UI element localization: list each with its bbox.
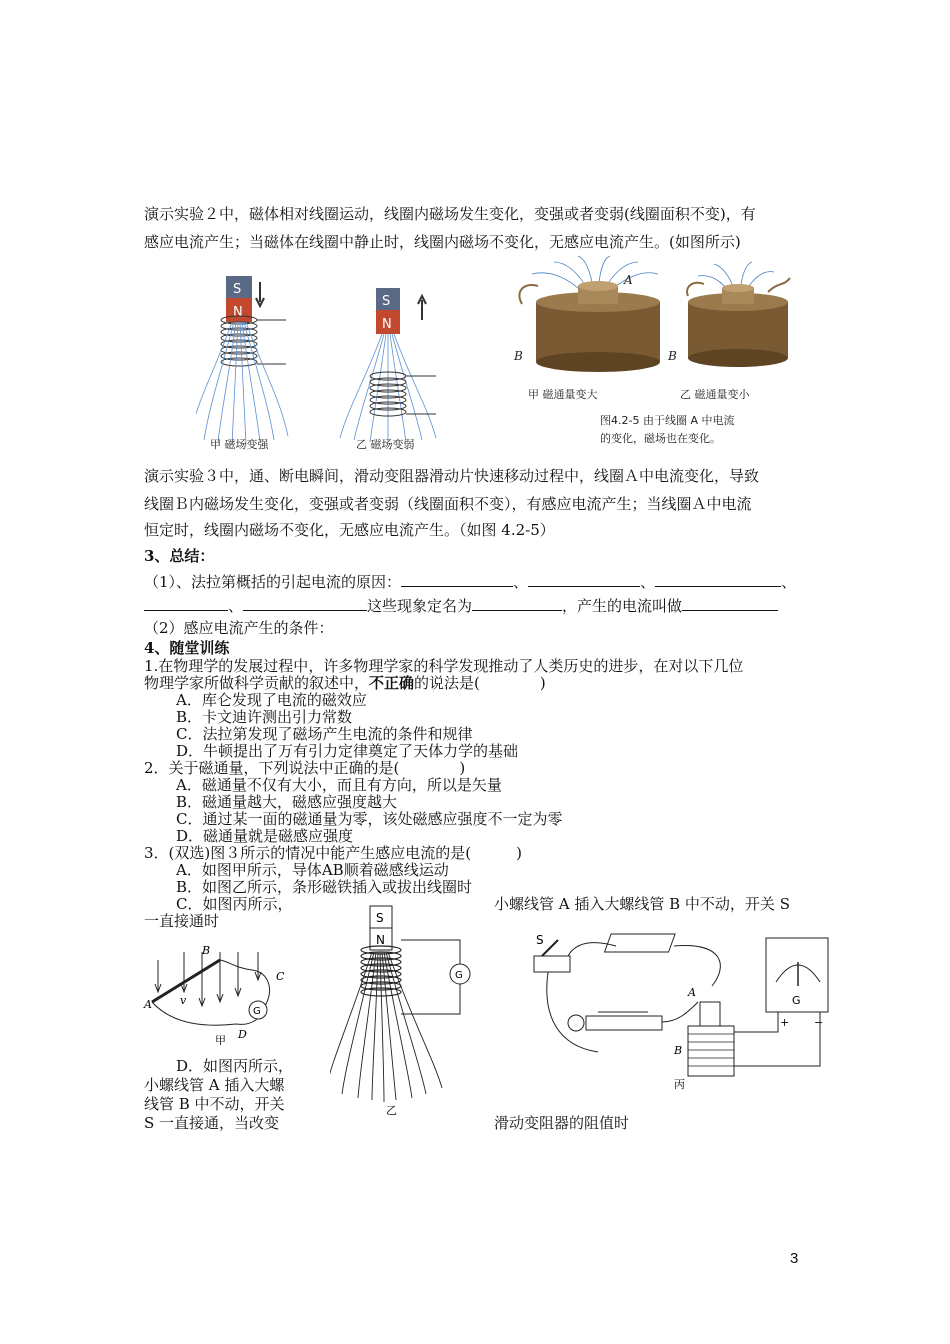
field-lines-yi [330, 952, 442, 1102]
figure-yi [330, 900, 480, 1118]
caption-yi: 乙 [386, 1104, 397, 1117]
fig1-caption-left: 甲 磁场变强 [210, 438, 269, 451]
blank-cause-4[interactable] [144, 594, 228, 611]
summary-q1-prefix: （1）、法拉第概括的引起电流的原因： [144, 573, 402, 591]
q2-stem: 2．关于磁通量，下列说法中正确的是( ) [144, 759, 466, 777]
field-lines-right [340, 334, 436, 442]
fig2-caption-right: 乙 磁通量变小 [680, 388, 750, 401]
solenoid-b [688, 1026, 734, 1076]
q3-option-c-right: 小螺线管 A 插入大螺线管 B 中不动，开关 S [494, 895, 790, 913]
q2-option-d: D．磁通量就是磁感应强度 [176, 827, 354, 845]
q2-option-b: B．磁通量越大，磁感应强度越大 [176, 793, 398, 811]
summary-q1-line1: （1）、法拉第概括的引起电流的原因： 、 、 、 [144, 570, 796, 592]
para2-line1: 演示实验３中，通、断电瞬间，滑动变阻器滑动片快速移动过程中，线圈Ａ中电流变化，导致 [144, 467, 760, 485]
label-b-jia: B [202, 944, 211, 957]
fig2-note-line1: 图4.2-5 由于线圈 A 中电流 [600, 414, 735, 427]
label-b-right: B [668, 349, 677, 363]
svg-text:G: G [792, 994, 801, 1007]
q1-option-c: C．法拉第发现了磁场产生电流的条件和规律 [176, 725, 473, 743]
rheostat[interactable] [568, 1012, 662, 1031]
q3-option-d-line3: 线管 B 中不动，开关 [144, 1095, 285, 1113]
wire-left [519, 285, 538, 304]
q2-option-a: A．磁通量不仅有大小，而且有方向，所以是矢量 [176, 776, 502, 794]
label-plus: + [780, 1016, 790, 1029]
figure-bing [528, 926, 834, 1092]
label-c-jia: C [276, 970, 285, 983]
blank-current-name[interactable] [682, 594, 778, 611]
label-v-jia: v [180, 994, 187, 1007]
q3-option-d-line2: 小螺线管 A 插入大螺 [144, 1076, 285, 1094]
s-label-right: S [382, 294, 391, 309]
battery [605, 934, 676, 952]
q3-option-c-cont: 一直接通时 [144, 912, 220, 930]
n-label-left: N [233, 305, 243, 320]
summary-q1-line2: 、 这些现象定名为 ，产生的电流叫做 [144, 594, 778, 616]
q1-option-b: B．卡文迪许测出引力常数 [176, 708, 353, 726]
solenoid-figure [508, 256, 798, 452]
q1-line1: 1.在物理学的发展过程中，许多物理学家的科学发现推动了人类历史的进步，在对以下几位 [144, 657, 744, 675]
practice-heading: 4、随堂训练 [144, 639, 230, 657]
blank-cause-3[interactable] [655, 570, 781, 587]
switch-s[interactable] [542, 940, 558, 956]
fig2-note-line2: 的变化，磁场也在变化。 [600, 432, 721, 445]
label-b-bing: B [674, 1044, 683, 1057]
label-s: S [536, 933, 544, 947]
q1-option-d: D．牛顿提出了万有引力定律奠定了天体力学的基础 [176, 742, 519, 760]
field-lines-jia [155, 952, 261, 1006]
fig1-caption-right: 乙 磁场变弱 [356, 438, 415, 451]
para1-line2: 感应电流产生；当磁体在线圈中静止时，线圈内磁场不变化，无感应电流产生。(如图所示) [144, 233, 741, 251]
page-number: 3 [790, 1250, 799, 1267]
q3-option-a: A．如图甲所示，导体AB顺着磁感线运动 [176, 861, 449, 879]
q3-stem: 3．(双选)图３所示的情况中能产生感应电流的是( ) [144, 844, 522, 862]
blank-cause-1[interactable] [401, 570, 513, 587]
summary-heading: 3、总结： [144, 547, 215, 565]
caption-jia: 甲 [215, 1034, 226, 1046]
para1-line1: 演示实验２中，磁体相对线圈运动，线圈内磁场发生变化，变强或者变弱(线圈面积不变)，有 [144, 205, 756, 223]
arrow-down-icon [256, 282, 264, 306]
svg-text:G: G [253, 1006, 261, 1017]
para2-line3: 恒定时，线圈内磁场不变化，无感应电流产生。（如图 4.2-5） [144, 521, 555, 539]
svg-text:N: N [376, 933, 385, 947]
blank-cause-5[interactable] [243, 594, 367, 611]
label-d-jia: D [238, 1028, 247, 1041]
q1-line2: 物理学家所做科学贡献的叙述中，不正确的说法是( ) [144, 674, 546, 692]
fig2-caption-left: 甲 磁通量变大 [528, 388, 598, 401]
summary-q2: （2）感应电流产生的条件： [144, 619, 334, 637]
solenoid-a [700, 1002, 720, 1028]
q3-option-d-line1: D．如图丙所示， [176, 1057, 294, 1075]
figure-jia [140, 934, 290, 1046]
q3-option-b: B．如图乙所示，条形磁铁插入或拔出线圈时 [176, 878, 473, 896]
blank-phenomenon-name[interactable] [472, 594, 562, 611]
q2-option-c: C．通过某一面的磁通量为零，该处磁感应强度不一定为零 [176, 810, 563, 828]
label-a: A [624, 273, 633, 287]
n-label-right: N [382, 317, 392, 332]
label-b-left: B [514, 349, 523, 363]
caption-bing: 丙 [674, 1078, 685, 1091]
q3-option-c-left: C．如图丙所示， [176, 895, 293, 913]
label-a-bing: A [688, 986, 696, 999]
svg-text:S: S [376, 911, 384, 925]
q1-not-correct: 不正确 [369, 674, 415, 692]
q1-option-a: A．库仑发现了电流的磁效应 [176, 691, 367, 709]
arrow-up-icon [418, 296, 426, 320]
magnet-coil-figure [196, 268, 458, 452]
switch-base [534, 956, 570, 972]
blank-cause-2[interactable] [528, 570, 640, 587]
s-label-left: S [233, 282, 242, 297]
q3-option-d-tail: 滑动变阻器的阻值时 [494, 1114, 630, 1132]
svg-text:G: G [455, 970, 463, 981]
para2-line2: 线圈Ｂ内磁场发生变化，变强或者变弱（线圈面积不变），有感应电流产生；当线圈Ａ中电流 [144, 495, 752, 513]
q3-option-d-line4: S 一直接通，当改变 [144, 1114, 280, 1132]
label-minus: − [814, 1016, 824, 1029]
label-a-jia: A [144, 998, 152, 1011]
